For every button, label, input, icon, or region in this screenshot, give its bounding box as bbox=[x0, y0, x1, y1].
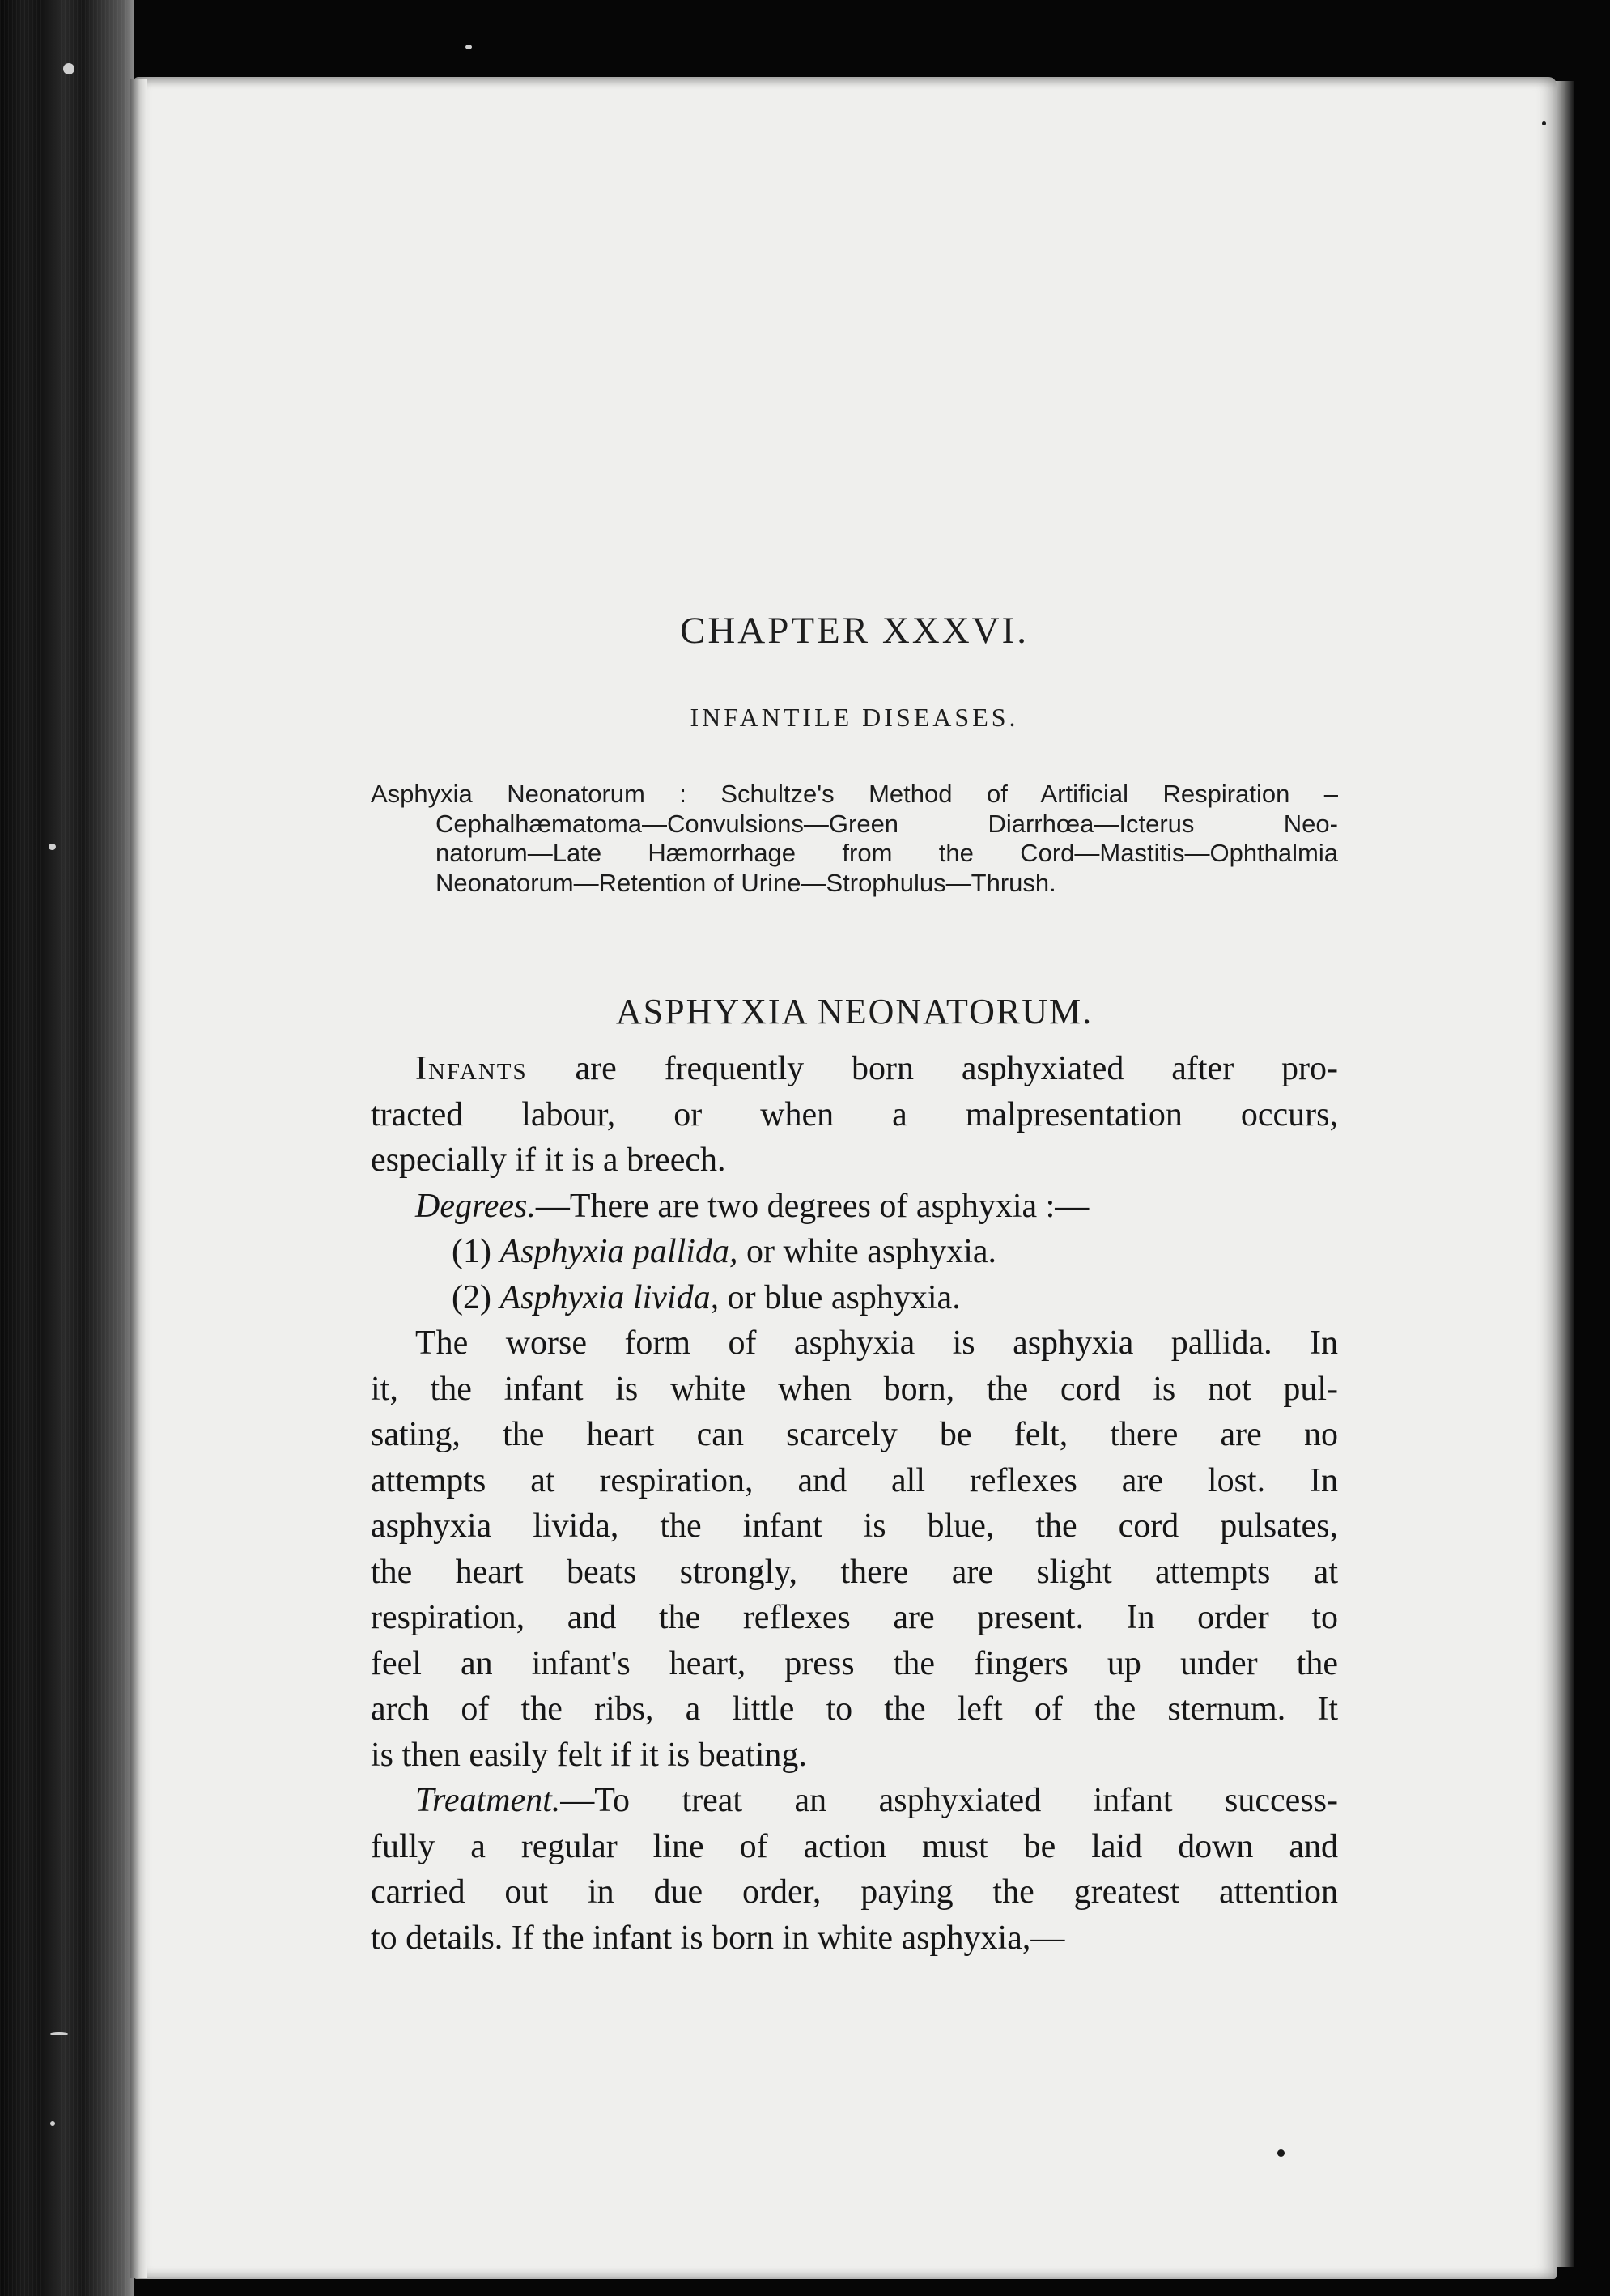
paragraph-line: arch of the ribs, a little to the left of the sternum. It bbox=[371, 1690, 1338, 1728]
paragraph-line: is then easily felt if it is beating. bbox=[371, 1736, 807, 1774]
scan-speck bbox=[465, 45, 472, 49]
paragraph-line: The worse form of asphyxia is asphyxia pallida. In bbox=[415, 1324, 1338, 1362]
body-text bbox=[371, 1046, 1338, 1961]
paragraph-line: feel an infant's heart, press the fingers up under the bbox=[371, 1644, 1338, 1682]
paragraph-line: the heart beats strongly, there are slight attempts at bbox=[371, 1553, 1338, 1591]
paragraph-line bbox=[371, 1046, 1338, 1092]
lead-word: Infants bbox=[415, 1050, 528, 1087]
degree-number: (1) bbox=[452, 1233, 500, 1270]
degree-number: (2) bbox=[452, 1278, 500, 1316]
paragraph-line: it, the infant is white when born, the cord is not pul- bbox=[371, 1370, 1338, 1408]
scan-speck bbox=[63, 63, 74, 74]
paragraph-line: fully a regular line of action must be laid down and bbox=[371, 1827, 1338, 1865]
synopsis-line: Asphyxia Neonatorum : Schultze's Method of Artificial Respiration – bbox=[371, 780, 1338, 808]
paragraph-line: respiration, and the reflexes are present. In order to bbox=[371, 1599, 1338, 1636]
degree-item bbox=[371, 1229, 1338, 1275]
paragraph-line: sating, the heart can scarcely be felt, there are no bbox=[371, 1416, 1338, 1453]
paragraph-line: attempts at respiration, and all reflexes are lost. In bbox=[371, 1461, 1338, 1499]
page-edge-left bbox=[130, 79, 147, 2278]
scan-speck bbox=[50, 2032, 68, 2035]
chapter-synopsis bbox=[371, 780, 1338, 898]
treatment-label: Treatment. bbox=[415, 1782, 561, 1819]
line-text: are frequently born asphyxiated after pro- bbox=[527, 1050, 1338, 1087]
treatment-heading-line bbox=[371, 1778, 1338, 1824]
synopsis-line: Cephalhæmatoma—Convulsions—Green Diarrhœa—Icterus Neo- bbox=[435, 809, 1338, 838]
degree-item bbox=[371, 1275, 1338, 1321]
line-text: —To treat an asphyxiated infant success- bbox=[560, 1782, 1338, 1819]
degree-name: Asphyxia pallida, bbox=[499, 1233, 738, 1270]
chapter-title: CHAPTER XXXVI. bbox=[679, 610, 1030, 652]
line-text: —There are two degrees of asphyxia :— bbox=[535, 1187, 1090, 1225]
line-text: or blue asphyxia. bbox=[719, 1278, 961, 1316]
scan-speck bbox=[1542, 121, 1546, 125]
degrees-label: Degrees. bbox=[415, 1187, 536, 1225]
spine-texture bbox=[0, 0, 134, 2296]
paragraph-line: carried out in due order, paying the greatest attention bbox=[371, 1873, 1338, 1911]
section-title: ASPHYXIA NEONATORUM. bbox=[615, 992, 1094, 1031]
line-text: or white asphyxia. bbox=[737, 1233, 997, 1270]
paragraph-line: to details. If the infant is born in white asphyxia,— bbox=[371, 1919, 1065, 1957]
degrees-heading-line bbox=[371, 1184, 1338, 1230]
degree-name: Asphyxia livida, bbox=[499, 1278, 720, 1316]
scan-speck bbox=[1277, 2149, 1285, 2157]
paragraph-line: especially if it is a breech. bbox=[371, 1142, 726, 1179]
paragraph-line: tracted labour, or when a malpresentation occurs, bbox=[371, 1095, 1338, 1133]
scan-speck bbox=[49, 844, 56, 850]
synopsis-line: natorum—Late Hæmorrhage from the Cord—Mastitis—Ophthalmia bbox=[435, 839, 1338, 867]
scan-speck bbox=[50, 2121, 55, 2126]
chapter-subtitle: INFANTILE DISEASES. bbox=[690, 703, 1019, 732]
paragraph-line: asphyxia livida, the infant is blue, the cord pulsates, bbox=[371, 1507, 1338, 1545]
synopsis-line: Neonatorum—Retention of Urine—Strophulus—Thrush. bbox=[435, 868, 1056, 897]
